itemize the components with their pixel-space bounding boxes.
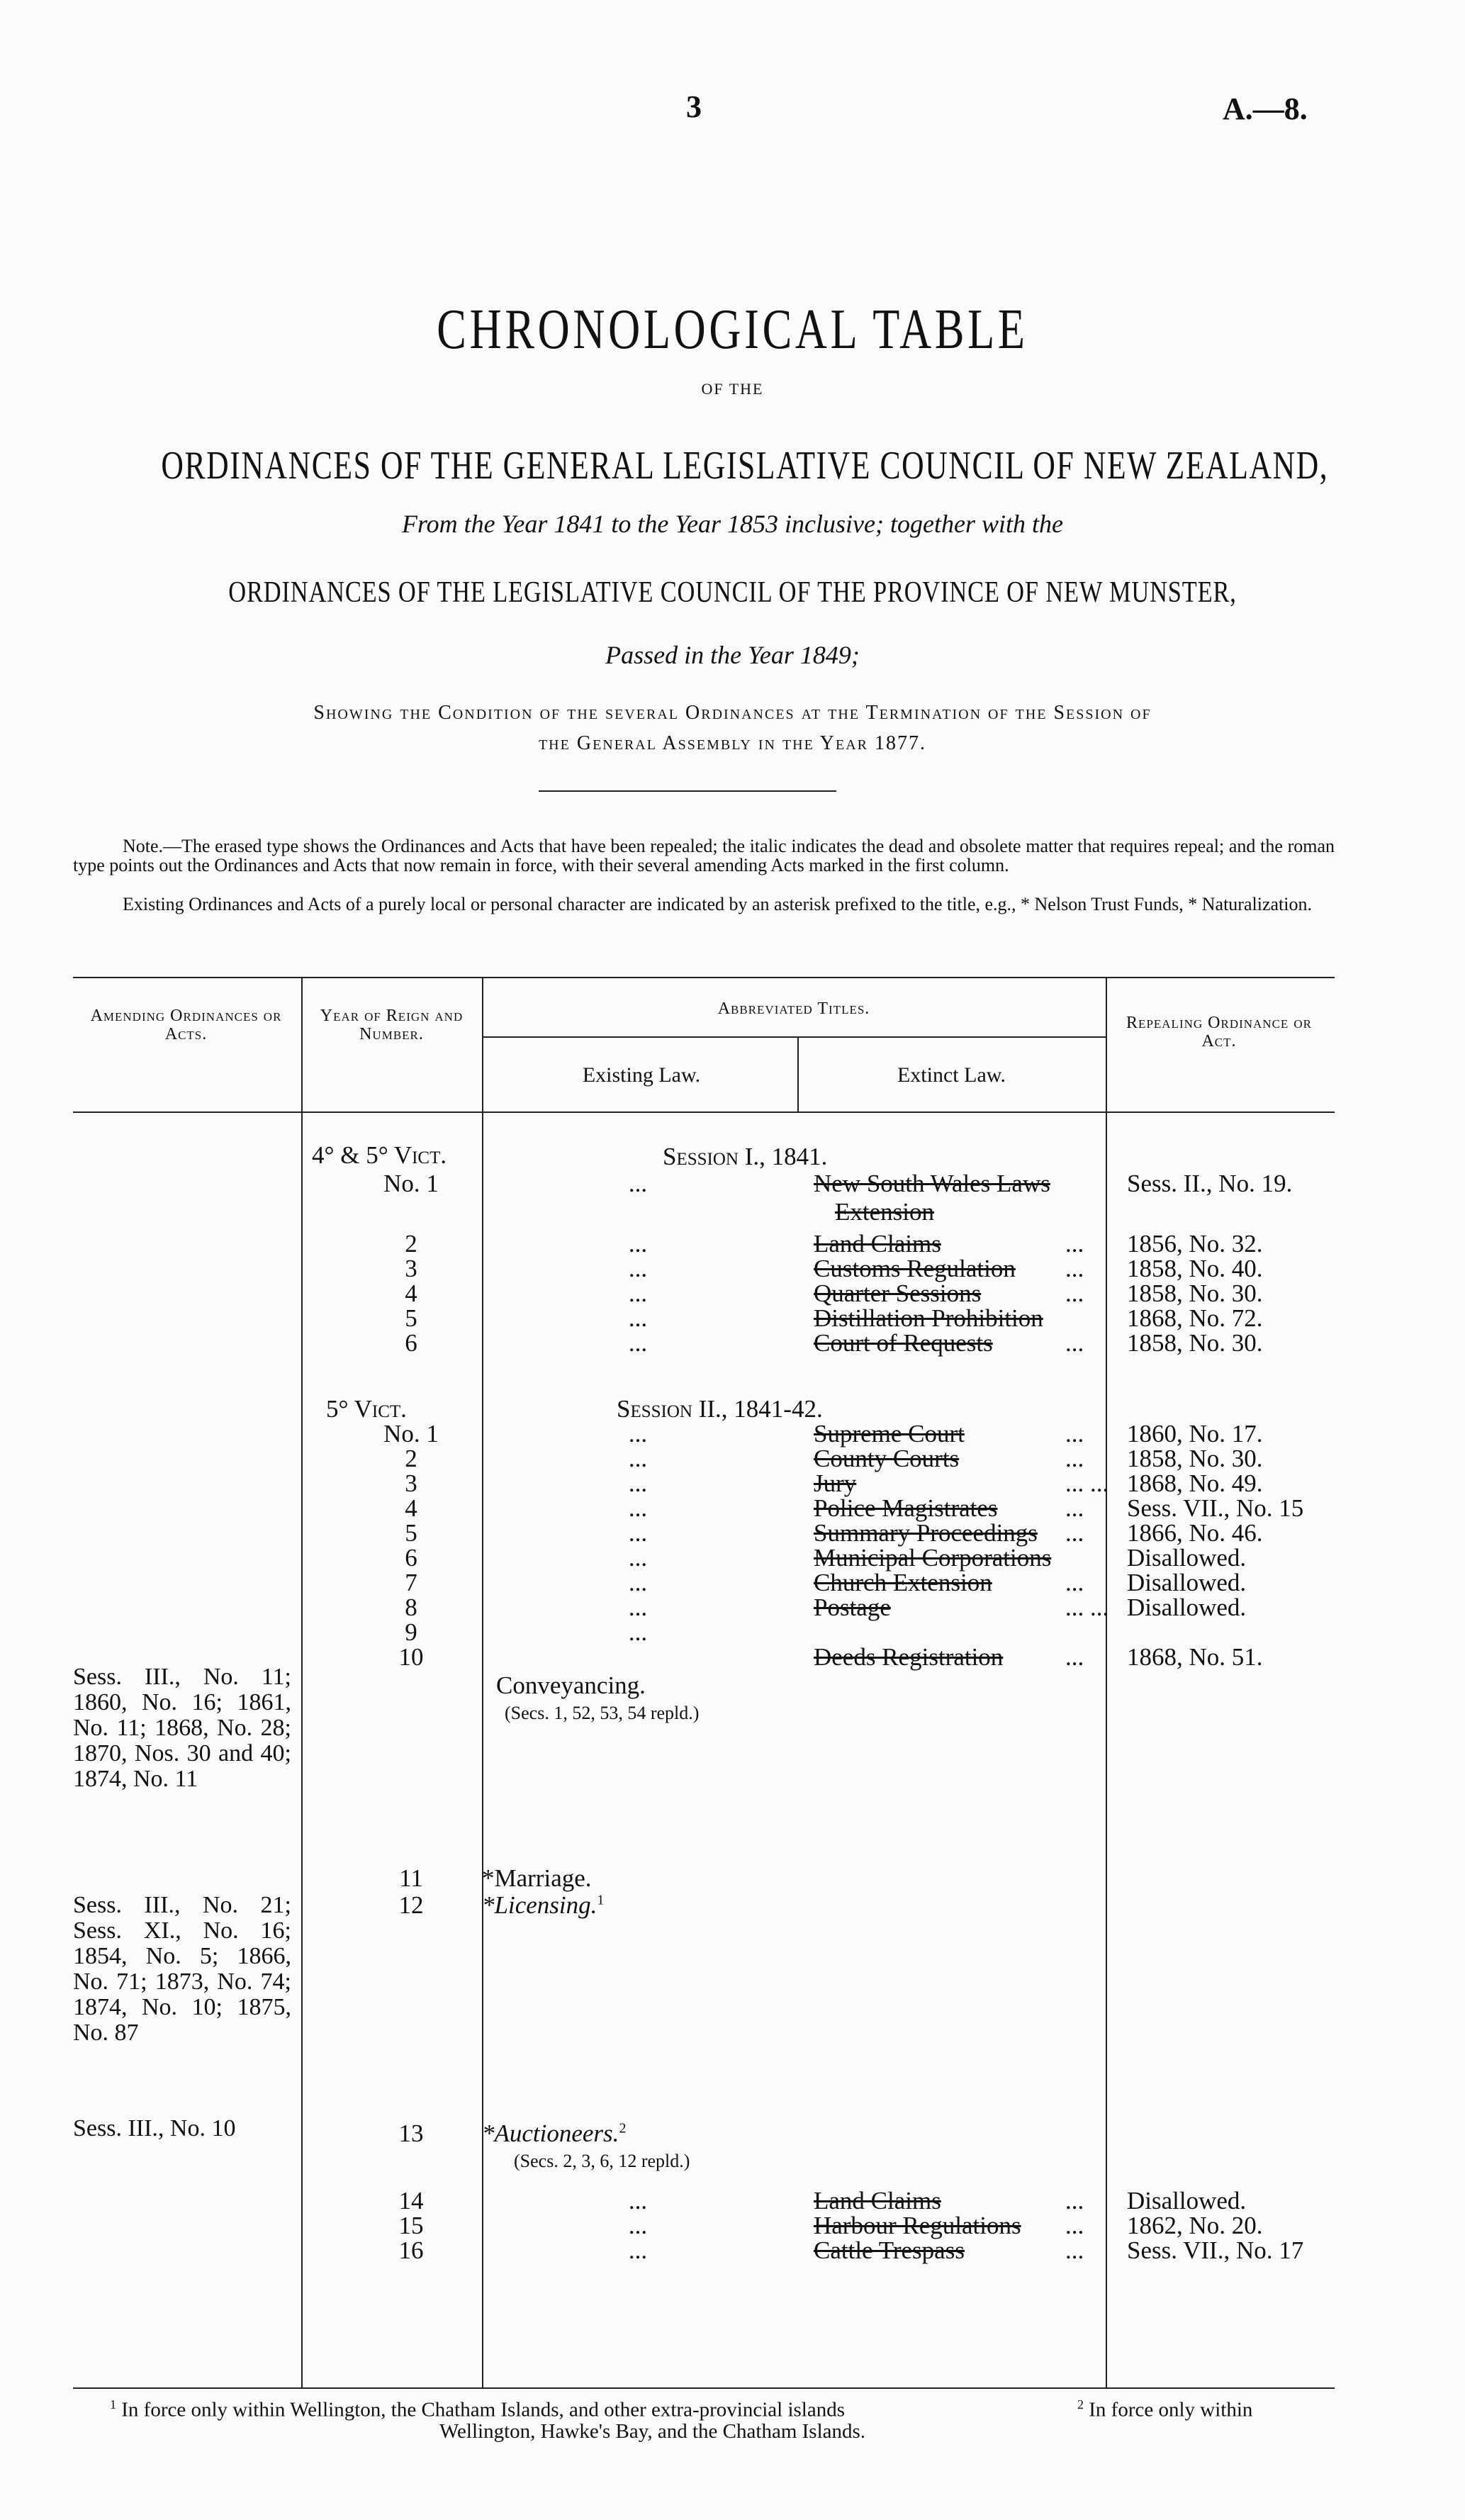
repealing-act: Disallowed.	[1127, 1569, 1247, 1596]
extinct-law-title	[814, 2212, 1084, 2240]
table-row-number: 6	[405, 1329, 417, 1357]
leader-dots: ...	[1065, 1445, 1084, 1472]
existing-law-placeholder: ...	[628, 1569, 648, 1596]
table-row-number: 15	[398, 2212, 424, 2239]
repealing-act: 1858, No. 30.	[1127, 1445, 1263, 1472]
existing-law-placeholder: ...	[628, 2187, 648, 2214]
extinct-law-title	[814, 2187, 1084, 2215]
session-1-heading: Session I., 1841.	[663, 1143, 828, 1170]
existing-law-placeholder: ...	[628, 2212, 648, 2239]
note-explanation: Note.—The erased type shows the Ordinances and Acts that have been repealed; the italic indicates the dead and obsolete matter that requires repeal; and the roman type points out the Ordinances and Acts that now remain in force, with their several amending Acts marked in the first column.	[73, 836, 1335, 875]
table-row-number: No. 1	[383, 1420, 439, 1447]
subtitle-year-range: From the Year 1841 to the Year 1853 inclusive; together with the	[402, 510, 1063, 538]
repealing-act: 1858, No. 30.	[1127, 1279, 1263, 1307]
extinct-title-text: New South Wales Laws	[814, 1170, 1050, 1197]
repealing-act: 1868, No. 51.	[1127, 1643, 1263, 1671]
repealing-act: Sess. VII., No. 17	[1127, 2236, 1304, 2264]
table-row-number: 11	[399, 1864, 423, 1892]
extinct-law-title	[814, 1469, 1109, 1498]
extinct-title-text: Postage	[814, 1594, 891, 1621]
col-header-existing: Existing Law.	[582, 1063, 701, 1087]
existing-law-placeholder: ...	[628, 1304, 648, 1332]
repealing-act: Sess. VII., No. 15	[1127, 1494, 1304, 1522]
existing-law-placeholder: ...	[628, 2236, 648, 2264]
extinct-title-text: Land Claims	[814, 2187, 941, 2214]
extinct-title-text: Summary Proceedings	[814, 1519, 1038, 1547]
reign-session-2	[326, 1395, 407, 1423]
subtitle-passed-year: Passed in the Year 1849;	[605, 641, 860, 669]
footnote-ref: 2	[619, 2120, 627, 2137]
extinct-title-text: Distillation Prohibition	[814, 1304, 1043, 1332]
subtitle-assembly-year: the General Assembly in the Year 1877.	[538, 732, 927, 754]
leader-dots: ...	[1065, 2187, 1084, 2214]
existing-law-placeholder: ...	[628, 1329, 648, 1357]
reign-label: 5° Vict.	[326, 1395, 407, 1423]
leader-dots: ...	[1065, 1519, 1084, 1547]
extinct-title-text: Court of Requests	[814, 1329, 993, 1357]
repealing-act: 1862, No. 20.	[1127, 2212, 1263, 2239]
page-number: 3	[686, 89, 702, 124]
table-row-number: 3	[405, 1255, 417, 1282]
leader-dots: ... ...	[1065, 1469, 1109, 1497]
table-row-number: 8	[405, 1594, 417, 1621]
table-row-number: 5	[405, 1304, 417, 1332]
extinct-law-title	[814, 1544, 1051, 1572]
conveyancing-repealed-sections: (Secs. 1, 52, 53, 54 repld.)	[505, 1703, 700, 1723]
subtitle-general-council: ORDINANCES OF THE GENERAL LEGISLATIVE COUNCIL OF NEW ZEALAND,	[161, 444, 1329, 488]
extinct-title-text: Quarter Sessions	[814, 1279, 982, 1307]
extinct-title-text: Jury	[814, 1469, 857, 1497]
repealing-act: 1860, No. 17.	[1127, 1420, 1263, 1447]
repealing-act: Sess. II., No. 19.	[1127, 1170, 1293, 1197]
footnote-2-text: In force only within	[1089, 2398, 1253, 2421]
repealing-act: 1866, No. 46.	[1127, 1519, 1263, 1547]
footnote-1	[110, 2397, 845, 2422]
table-row-number: 7	[405, 1569, 417, 1596]
extinct-law-title	[814, 1594, 1109, 1622]
leader-dots: ...	[1065, 1255, 1084, 1282]
extinct-law-title	[814, 2236, 1084, 2265]
extinct-title-text: Municipal Corporations	[814, 1544, 1052, 1572]
extinct-law-title	[814, 1420, 1084, 1448]
extinct-title-text: Police Magistrates	[814, 1494, 998, 1522]
leader-dots: ...	[1065, 1569, 1084, 1596]
repealing-act: 1868, No. 72.	[1127, 1304, 1263, 1332]
leader-dots: ...	[1065, 1279, 1084, 1307]
table-row-number: 12	[398, 1891, 424, 1919]
subtitle-new-munster: ORDINANCES OF THE LEGISLATIVE COUNCIL OF THE PROVINCE OF NEW MUNSTER,	[228, 576, 1237, 609]
table-row-number: 4	[405, 1494, 417, 1522]
leader-dots: ...	[1065, 1329, 1084, 1357]
leader-dots: ... ...	[1065, 1594, 1109, 1621]
existing-law-placeholder: ...	[628, 1494, 648, 1522]
repealing-act: Disallowed.	[1127, 1544, 1247, 1572]
repealing-act: 1868, No. 49.	[1127, 1469, 1263, 1497]
table-row-number: 10	[398, 1643, 424, 1671]
extinct-law-title	[814, 1170, 1050, 1198]
existing-law-placeholder: ...	[628, 1445, 648, 1472]
conveyancing-amending-acts: Sess. III., No. 11; 1860, No. 16; 1861, No. 11; 1868, No. 28; 1870, Nos. 30 and 40; 1874, No. 11	[73, 1664, 291, 1792]
conveyancing-title: Conveyancing.	[496, 1671, 646, 1699]
extinct-law-title	[814, 1279, 1084, 1308]
table-bottom-rule	[73, 2387, 1335, 2389]
extinct-title-text: Harbour Regulations	[814, 2212, 1021, 2239]
auctioneers-title	[482, 2119, 626, 2148]
leader-dots: ...	[1065, 2212, 1084, 2239]
col-header-year: Year of Reign and Number.	[320, 1007, 464, 1043]
licensing-title-text: *Licensing.	[482, 1891, 597, 1919]
footnote-ref: 1	[597, 1892, 605, 1908]
marriage-title: *Marriage.	[482, 1864, 592, 1892]
existing-law-placeholder: ...	[628, 1618, 648, 1646]
col-header-amending: Amending Ordinances or Acts.	[90, 1007, 282, 1043]
page-title: CHRONOLOGICAL TABLE	[437, 298, 1028, 361]
table-top-rule	[73, 977, 1335, 978]
extinct-law-title	[814, 1643, 1084, 1671]
auctioneers-amending-acts: Sess. III., No. 10	[73, 2115, 236, 2141]
leader-dots: ...	[1065, 1643, 1084, 1671]
existing-law-placeholder: ...	[628, 1279, 648, 1307]
repealing-act: Disallowed.	[1127, 2187, 1247, 2214]
footnote-1-text: In force only within Wellington, the Chatham Islands, and other extra-provincial islands	[121, 2398, 845, 2421]
title-connector: OF THE	[701, 380, 764, 398]
col-header-extinct: Extinct Law.	[897, 1063, 1006, 1087]
reign-session-1	[312, 1141, 447, 1170]
existing-law-placeholder: ...	[628, 1255, 648, 1282]
existing-law-placeholder: ...	[628, 1230, 648, 1258]
titles-sub-rule	[482, 1036, 1106, 1038]
repealing-act: 1858, No. 30.	[1127, 1329, 1263, 1357]
column-divider	[301, 977, 303, 2387]
table-row-number: 14	[398, 2187, 424, 2214]
footnote-1-mark: 1	[110, 2397, 116, 2412]
extinct-law-title	[814, 1519, 1084, 1547]
auctioneers-title-text: *Auctioneers.	[482, 2119, 619, 2147]
extinct-title-text: Extension	[835, 1198, 934, 1226]
extinct-law-title	[814, 1255, 1084, 1283]
note-local-acts: Existing Ordinances and Acts of a purely local or personal character are indicated by an asterisk prefixed to the title, e.g., * Nelson Trust Funds, * Naturalization.	[123, 894, 1312, 914]
repealing-act: 1858, No. 40.	[1127, 1255, 1263, 1282]
existing-law-placeholder: ...	[628, 1469, 648, 1497]
footnote-2-mark: 2	[1077, 2397, 1084, 2412]
extinct-title-text: Cattle Trespass	[814, 2236, 965, 2264]
extinct-law-title	[814, 1304, 1043, 1333]
column-divider	[1106, 977, 1107, 2387]
session-2-heading: Session II., 1841-42.	[617, 1395, 823, 1423]
repealing-act: Disallowed.	[1127, 1594, 1247, 1621]
extinct-title-text: Supreme Court	[814, 1420, 965, 1447]
table-row-number: 2	[405, 1445, 417, 1472]
existing-law-placeholder: ...	[628, 1594, 648, 1621]
auctioneers-repealed-sections: (Secs. 2, 3, 6, 12 repld.)	[514, 2151, 690, 2171]
extinct-title-text: Land Claims	[814, 1230, 941, 1258]
table-row-number: 4	[405, 1279, 417, 1307]
licensing-amending-acts: Sess. III., No. 21; Sess. XI., No. 16; 1854, No. 5; 1866, No. 71; 1873, No. 74; 1874, No. 10; 1875, No. 87	[73, 1892, 291, 2046]
column-divider	[797, 1036, 799, 1111]
extinct-law-title	[814, 1569, 1084, 1597]
title-divider	[539, 790, 836, 792]
document-reference: A.—8.	[1223, 91, 1308, 126]
col-header-repealing: Repealing Ordinance or Act.	[1126, 1014, 1312, 1051]
extinct-law-title-cont	[835, 1198, 934, 1226]
table-header-rule	[73, 1111, 1335, 1113]
leader-dots: ...	[1065, 1420, 1084, 1447]
existing-law-placeholder: ...	[628, 1544, 648, 1572]
licensing-title	[482, 1891, 604, 1920]
repealing-act: 1856, No. 32.	[1127, 1230, 1263, 1258]
footnote-2	[1077, 2397, 1252, 2422]
table-row-number: 6	[405, 1544, 417, 1572]
footnote-2-continued: Wellington, Hawke's Bay, and the Chatham Islands.	[439, 2420, 866, 2443]
table-row-number: 3	[405, 1469, 417, 1497]
extinct-law-title	[814, 1329, 1084, 1357]
existing-law-placeholder: ...	[628, 1519, 648, 1547]
existing-law-placeholder: ...	[628, 1170, 648, 1197]
table-row-number: 5	[405, 1519, 417, 1547]
table-row-number: 9	[405, 1618, 417, 1646]
leader-dots: ...	[1065, 1494, 1084, 1522]
extinct-title-text: Deeds Registration	[814, 1643, 1004, 1671]
leader-dots: ...	[1065, 2236, 1084, 2264]
extinct-title-text: County Courts	[814, 1445, 960, 1472]
table-row-number: No. 1	[383, 1170, 439, 1197]
table-row-number: 16	[398, 2236, 424, 2264]
reign-label: 4° & 5° Vict.	[312, 1141, 447, 1169]
leader-dots: ...	[1065, 1230, 1084, 1258]
extinct-law-title	[814, 1230, 1084, 1258]
extinct-title-text: Customs Regulation	[814, 1255, 1016, 1282]
table-row-number: 2	[405, 1230, 417, 1258]
subtitle-showing-condition: Showing the Condition of the several Ordinances at the Termination of the Session of	[313, 702, 1152, 724]
extinct-law-title	[814, 1494, 1084, 1523]
table-row-number: 13	[398, 2119, 424, 2147]
col-header-titles: Abbreviated Titles.	[717, 999, 870, 1018]
extinct-title-text: Church Extension	[814, 1569, 992, 1596]
extinct-law-title	[814, 1445, 1084, 1473]
existing-law-placeholder: ...	[628, 1420, 648, 1447]
